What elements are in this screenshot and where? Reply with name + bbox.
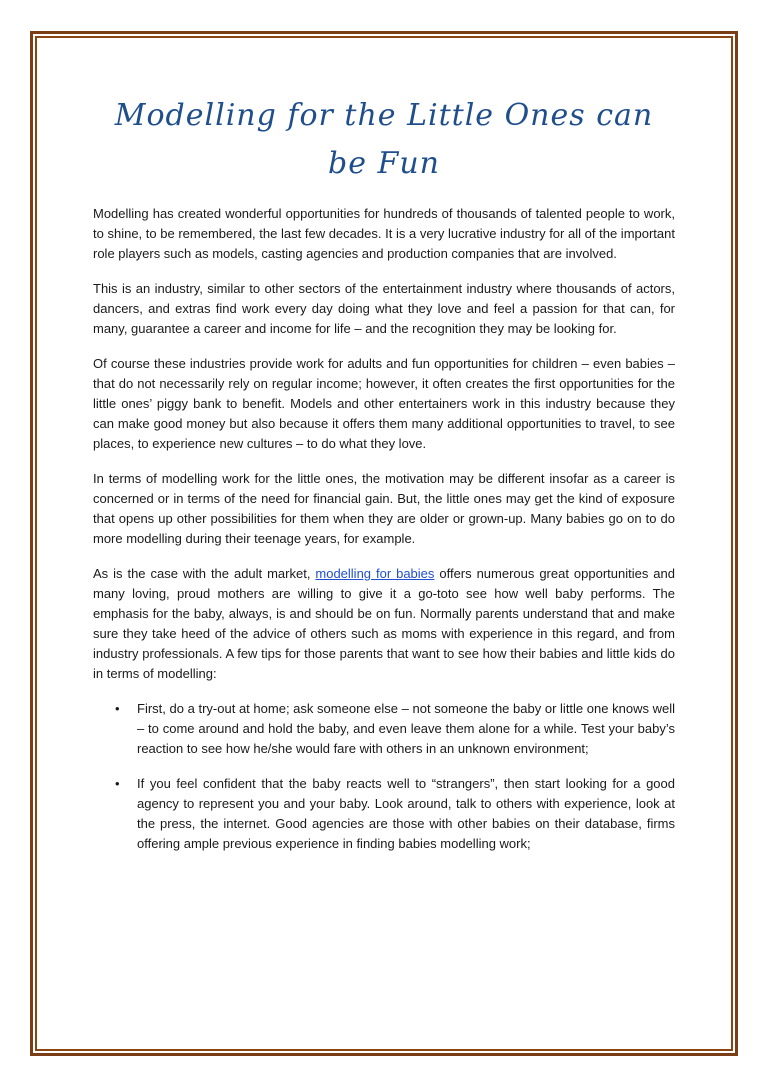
tips-list <box>93 699 675 854</box>
paragraph-5 <box>93 564 675 684</box>
list-item <box>115 774 675 854</box>
paragraph-1: Modelling has created wonderful opportunities for hundreds of thousands of talented people to work, to shine, to be remembered, the last few decades. It is a very lucrative industry for all of the important role players such as models, casting agencies and production companies that are involved. <box>93 206 675 261</box>
bullet-icon: • <box>115 776 120 791</box>
paragraph-4: In terms of modelling work for the little ones, the motivation may be different insofar as a career is concerned or in terms of the need for financial gain. But, the little ones may get the kind of exposure that opens up other possibilities for them when they are older or grown-up. Many babies go on to do more modelling during their teenage years, for example. <box>93 471 675 546</box>
list-item-text: If you feel confident that the baby reacts well to “strangers”, then start looking for a good agency to represent you and your baby. Look around, talk to others with experience, look at the press, the internet. Good agencies are those with other babies on their database, firms offering ample previous experience in finding babies modelling work; <box>137 776 675 851</box>
paragraph-3: Of course these industries provide work for adults and fun opportunities for children – even babies – that do not necessarily rely on regular income; however, it often creates the first opportunities for the little ones’ piggy bank to benefit. Models and other entertainers work in this industry because they can make good money but also because it offers them many additional opportunities to travel, to see places, to experience new cultures – to do what they love. <box>93 356 675 451</box>
list-item <box>115 699 675 759</box>
document-body <box>93 92 675 869</box>
bullet-icon: • <box>115 701 120 716</box>
list-item-text: First, do a try-out at home; ask someone else – not someone the baby or little one knows well – to come around and hold the baby, and even leave them alone for a while. Test your baby’s reaction to see how he/she would fare with others in an unknown environment; <box>137 701 675 756</box>
paragraph-5-lead: As is the case with the adult market, <box>93 566 316 581</box>
modelling-for-babies-link[interactable]: modelling for babies <box>315 566 435 581</box>
document-title: Modelling for the Little Ones can be Fun <box>114 98 654 181</box>
paragraph-2: This is an industry, similar to other sectors of the entertainment industry where thousands of actors, dancers, and extras find work every day doing what they love and feel a passion for that can, for many, guarantee a career and income for life – and the recognition they may be looking for. <box>93 281 675 336</box>
paragraph-5-rest: offers numerous great opportunities and many loving, proud mothers are willing to give it a go-toto see how well baby performs. The emphasis for the baby, always, is and should be on fun. Normally parents understand that and make sure they take heed of the advice of others such as moms with experience in this regard, and from industry professionals. A few tips for those parents that want to see how their babies and little kids do in terms of modelling: <box>93 566 675 681</box>
